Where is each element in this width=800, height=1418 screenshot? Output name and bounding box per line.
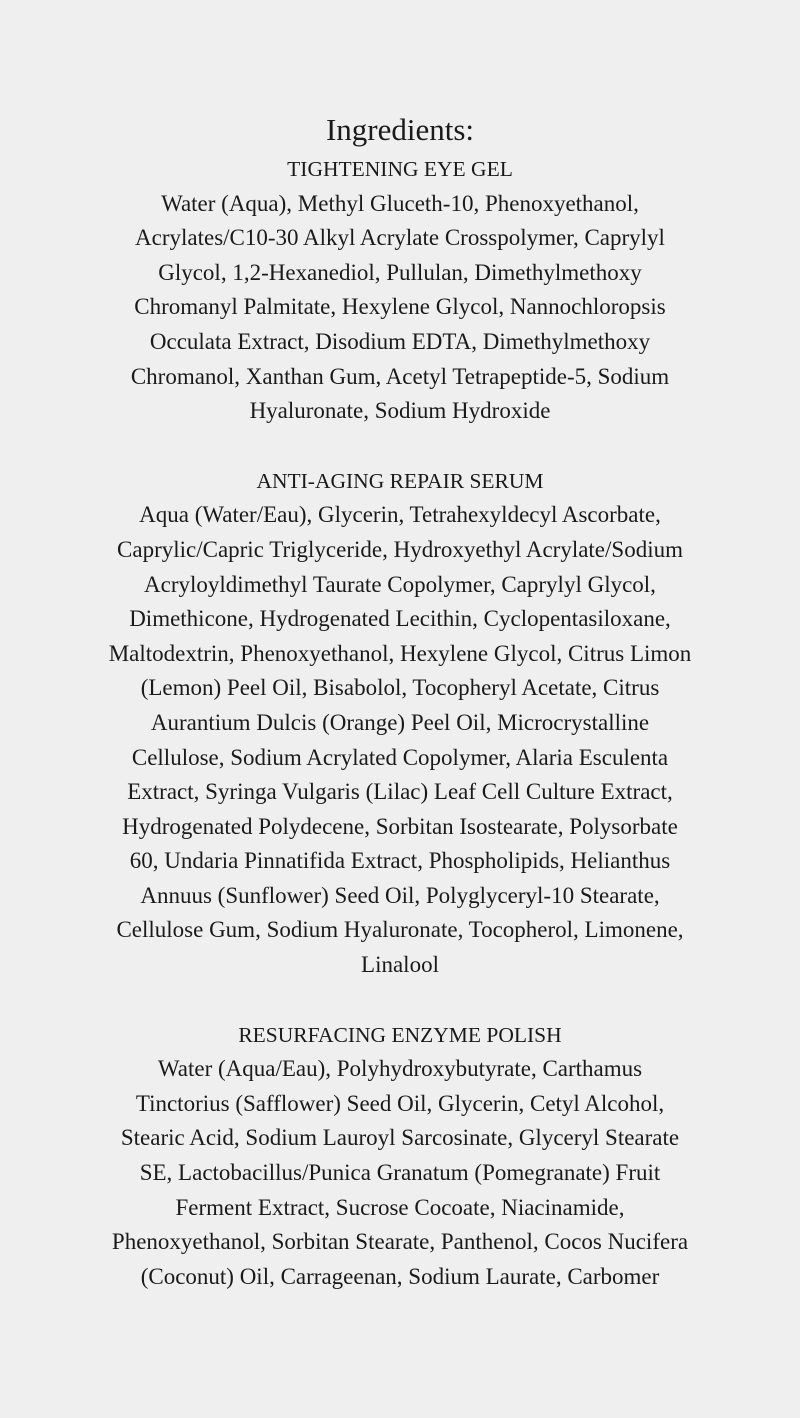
ingredient-line: Occulata Extract, Disodium EDTA, Dimethylmethoxy (149, 328, 651, 354)
section-anti-aging-repair-serum (0, 464, 800, 983)
ingredient-line: (Lemon) Peel Oil, Bisabolol, Tocopheryl Acetate, Citrus (140, 675, 660, 701)
ingredient-line: Chromanyl Palmitate, Hexylene Glycol, Nannochloropsis (134, 294, 666, 320)
ingredient-line: Phenoxyethanol, Sorbitan Stearate, Panthenol, Cocos Nucifera (111, 1229, 689, 1255)
ingredient-line: Ferment Extract, Sucrose Cocoate, Niacinamide, (175, 1194, 625, 1220)
ingredient-line: Extract, Syringa Vulgaris (Lilac) Leaf Cell Culture Extract, (127, 779, 673, 805)
section-heading: TIGHTENING EYE GEL (287, 157, 513, 181)
section-heading: ANTI-AGING REPAIR SERUM (256, 468, 544, 493)
ingredient-line: Maltodextrin, Phenoxyethanol, Hexylene Glycol, Citrus Limon (108, 640, 692, 666)
ingredient-line: Acrylates/C10-30 Alkyl Acrylate Crosspolymer, Caprylyl (135, 225, 665, 251)
ingredient-line: Cellulose Gum, Sodium Hyaluronate, Tocopherol, Limonene, (116, 917, 684, 943)
ingredient-line: Acryloyldimethyl Taurate Copolymer, Caprylyl Glycol, (144, 571, 656, 597)
ingredient-line: SE, Lactobacillus/Punica Granatum (Pomegranate) Fruit (139, 1160, 661, 1186)
ingredient-line: Dimethicone, Hydrogenated Lecithin, Cyclopentasiloxane, (129, 606, 671, 632)
ingredient-line: Stearic Acid, Sodium Lauroyl Sarcosinate, Glyceryl Stearate (120, 1125, 680, 1151)
ingredient-line: Aurantium Dulcis (Orange) Peel Oil, Microcrystalline (150, 709, 650, 735)
ingredient-line: Hydrogenated Polydecene, Sorbitan Isostearate, Polysorbate (122, 813, 678, 839)
ingredient-line: Aqua (Water/Eau), Glycerin, Tetrahexyldecyl Ascorbate, (139, 502, 661, 528)
page-title: Ingredients: (325, 112, 475, 147)
section-resurfacing-enzyme-polish (0, 1018, 800, 1295)
section-tightening-eye-gel (0, 152, 800, 429)
ingredient-line: Linalool (361, 952, 439, 978)
section-heading: RESURFACING ENZYME POLISH (238, 1022, 562, 1047)
ingredient-list (0, 1052, 800, 1294)
ingredient-list (0, 498, 800, 982)
ingredient-line: Chromanol, Xanthan Gum, Acetyl Tetrapeptide-5, Sodium (130, 363, 670, 389)
ingredient-line: Cellulose, Sodium Acrylated Copolymer, Alaria Esculenta (131, 744, 669, 770)
ingredient-line: Annuus (Sunflower) Seed Oil, Polyglyceryl-10 Stearate, (140, 882, 660, 908)
ingredient-line: Glycol, 1,2-Hexanediol, Pullulan, Dimethylmethoxy (158, 259, 642, 285)
ingredient-list (0, 187, 800, 429)
ingredient-line: Tinctorius (Safflower) Seed Oil, Glycerin, Cetyl Alcohol, (135, 1090, 665, 1116)
ingredient-line: Water (Aqua/Eau), Polyhydroxybutyrate, Carthamus (157, 1056, 643, 1082)
ingredient-line: (Coconut) Oil, Carrageenan, Sodium Laurate, Carbomer (140, 1263, 660, 1289)
ingredient-line: 60, Undaria Pinnatifida Extract, Phospholipids, Helianthus (129, 848, 671, 874)
ingredient-line: Caprylic/Capric Triglyceride, Hydroxyethyl Acrylate/Sodium (117, 536, 683, 562)
ingredient-line: Water (Aqua), Methyl Gluceth-10, Phenoxyethanol, (161, 190, 639, 216)
ingredient-line: Hyaluronate, Sodium Hydroxide (249, 398, 551, 424)
